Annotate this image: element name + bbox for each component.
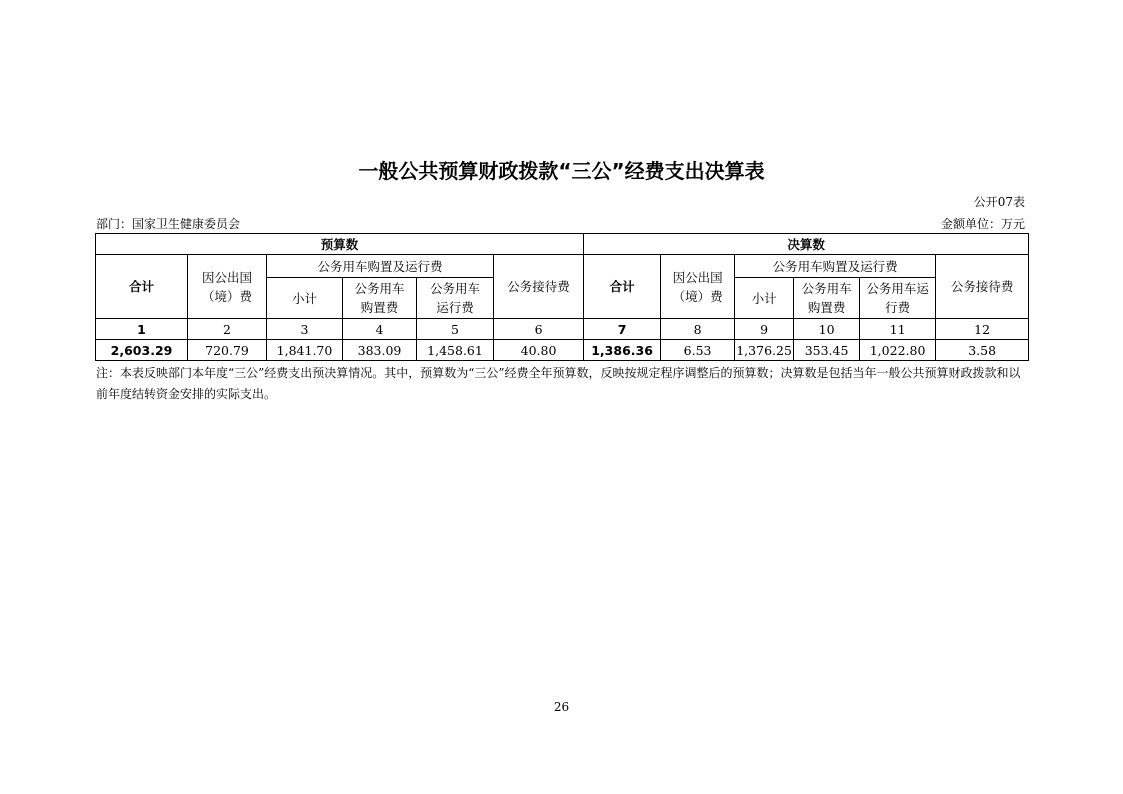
budget-reception-header: 公务接待费 [494, 255, 584, 319]
final-reception-header: 公务接待费 [936, 255, 1029, 319]
budget-abroad-header-line1: 因公出国 [201, 269, 252, 285]
budget-vehicle-run-line2: 运行费 [436, 300, 474, 315]
column-number: 5 [417, 319, 494, 340]
column-number: 6 [494, 319, 584, 340]
budget-vehicle-run-header [417, 278, 494, 319]
column-number: 9 [735, 319, 794, 340]
value-cell: 1,386.36 [584, 340, 661, 361]
final-vehicle-purchase-line1: 公务用车 [801, 281, 852, 296]
final-vehicle-group-header: 公务用车购置及运行费 [735, 255, 936, 278]
column-number: 7 [584, 319, 661, 340]
value-cell: 2,603.29 [96, 340, 188, 361]
value-cell: 3.58 [936, 340, 1029, 361]
final-total-header: 合计 [584, 255, 661, 319]
page-number: 26 [553, 700, 570, 714]
budget-vehicle-purchase-header [343, 278, 417, 319]
column-number: 2 [188, 319, 267, 340]
value-cell: 720.79 [188, 340, 267, 361]
column-number: 1 [96, 319, 188, 340]
final-abroad-header-line1: 因公出国 [672, 269, 723, 285]
table-number: 公开07表 [973, 195, 1025, 209]
table-note: 注：本表反映部门本年度“三公”经费支出预决算情况。其中，预算数为“三公”经费全年预算数，反映按规定程序调整后的预算数；决算数是包括当年一般公共预算财政拨款和以前年度结转资金安排的实际支出。 [96, 366, 1021, 401]
department-label: 部门：国家卫生健康委员会 [96, 217, 241, 231]
budget-abroad-header [188, 255, 267, 319]
budget-subtotal-header: 小计 [267, 278, 343, 319]
three-public-expenses-table [95, 233, 1029, 361]
budget-vehicle-purchase-line2: 购置费 [360, 300, 399, 315]
value-cell: 1,458.61 [417, 340, 494, 361]
value-cell: 1,841.70 [267, 340, 343, 361]
budget-vehicle-purchase-line1: 公务用车 [354, 281, 405, 296]
page-title: 一般公共预算财政拨款“三公”经费支出决算表 [358, 159, 765, 183]
final-vehicle-purchase-header [794, 278, 860, 319]
column-number: 4 [343, 319, 417, 340]
final-vehicle-purchase-line2: 购置费 [807, 300, 846, 315]
column-number: 8 [661, 319, 735, 340]
budget-vehicle-run-line1: 公务用车 [429, 281, 480, 296]
value-cell: 40.80 [494, 340, 584, 361]
column-number: 3 [267, 319, 343, 340]
budget-header: 预算数 [96, 234, 584, 255]
final-header: 决算数 [584, 234, 1029, 255]
final-abroad-header-line2: （境）费 [672, 288, 723, 304]
value-cell: 1,022.80 [860, 340, 936, 361]
value-cell: 353.45 [794, 340, 860, 361]
budget-abroad-header-line2: （境）费 [201, 288, 252, 304]
column-number: 11 [860, 319, 936, 340]
value-cell: 383.09 [343, 340, 417, 361]
final-abroad-header [661, 255, 735, 319]
column-number: 10 [794, 319, 860, 340]
value-cell: 1,376.25 [735, 340, 794, 361]
final-vehicle-run-header [860, 278, 936, 319]
final-vehicle-run-line2: 行费 [885, 300, 911, 315]
column-number: 12 [936, 319, 1029, 340]
budget-total-header: 合计 [96, 255, 188, 319]
budget-vehicle-group-header: 公务用车购置及运行费 [267, 255, 494, 278]
final-vehicle-run-line1: 公务用车运 [866, 281, 929, 296]
final-subtotal-header: 小计 [735, 278, 794, 319]
value-cell: 6.53 [661, 340, 735, 361]
amount-unit-label: 金额单位：万元 [940, 217, 1025, 231]
